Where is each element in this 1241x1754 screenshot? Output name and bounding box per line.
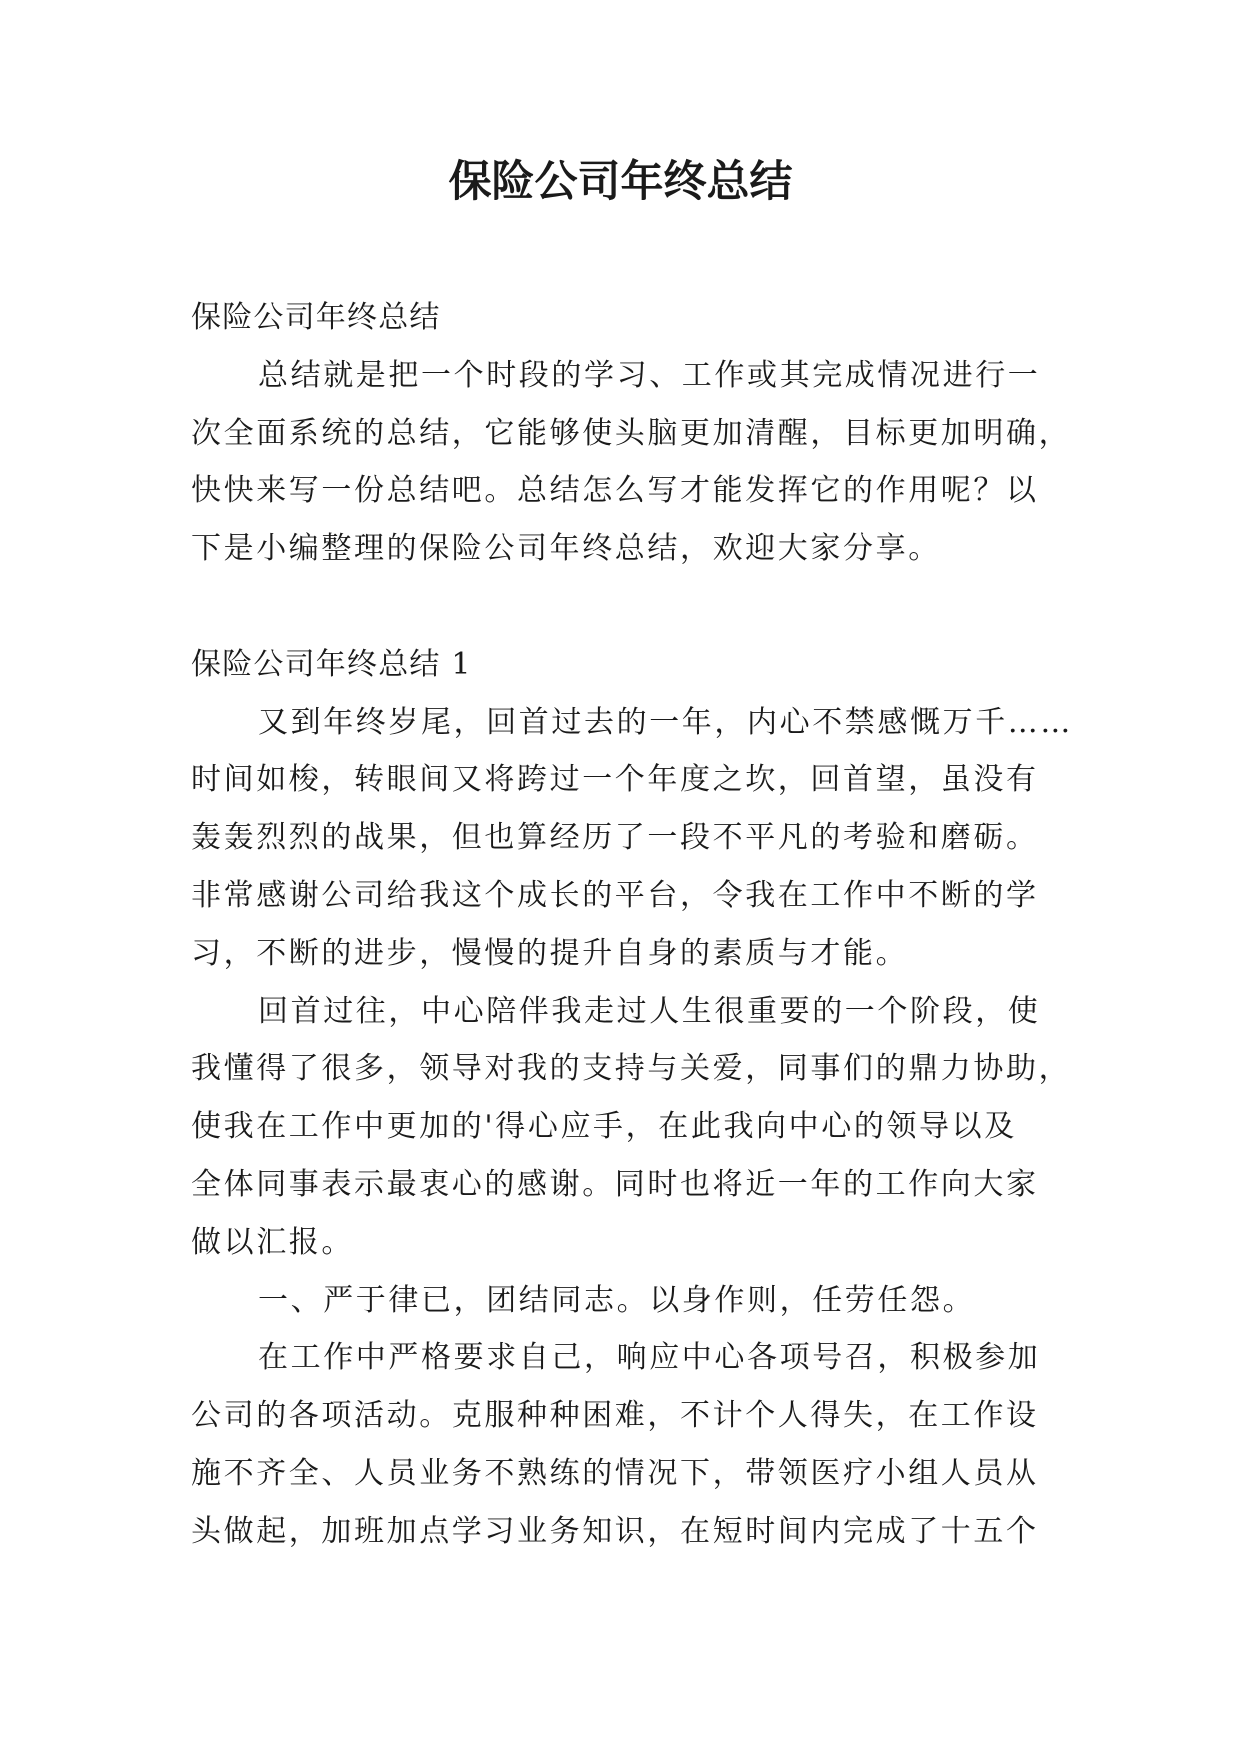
- section-heading: 保险公司年终总结 1: [191, 646, 472, 682]
- subsection-heading: 一、严于律已，团结同志。以身作则，任劳任怨。: [258, 1282, 976, 1318]
- paragraph-line: 我懂得了很多，领导对我的支持与关爱，同事们的鼎力协助，: [191, 1051, 1072, 1087]
- paragraph-line: 使我在工作中更加的'得心应手，在此我向中心的领导以及: [191, 1109, 1017, 1145]
- paragraph-line: 总结就是把一个时段的学习、工作或其完成情况进行一: [258, 357, 1041, 393]
- paragraph-line: 施不齐全、人员业务不熟练的情况下，带领医疗小组人员从: [191, 1455, 1039, 1491]
- intro-heading: 保险公司年终总结: [191, 300, 441, 335]
- paragraph-line: 全体同事表示最衷心的感谢。同时也将近一年的工作向大家: [191, 1166, 1039, 1202]
- paragraph-line: 快快来写一份总结吧。总结怎么写才能发挥它的作用呢？以: [191, 473, 1039, 509]
- paragraph-line: 又到年终岁尾，回首过去的一年，内心不禁感慨万千……: [258, 704, 1073, 740]
- paragraph-line: 习，不断的进步，慢慢的提升自身的素质与才能。: [191, 935, 909, 971]
- paragraph-line: 做以汇报。: [191, 1224, 354, 1260]
- paragraph-line: 时间如梭，转眼间又将跨过一个年度之坎，回首望，虽没有: [191, 762, 1039, 798]
- page-title: 保险公司年终总结: [448, 157, 793, 207]
- paragraph-line: 在工作中严格要求自己，响应中心各项号召，积极参加: [258, 1340, 1041, 1376]
- paragraph-line: 头做起，加班加点学习业务知识，在短时间内完成了十五个: [191, 1513, 1039, 1549]
- paragraph-line: 下是小编整理的保险公司年终总结，欢迎大家分享。: [191, 531, 941, 567]
- document-body: [191, 289, 1073, 1561]
- paragraph-line: 公司的各项活动。克服种种困难，不计个人得失，在工作设: [191, 1398, 1039, 1434]
- paragraph-line: 回首过往，中心陪伴我走过人生很重要的一个阶段，使: [258, 993, 1041, 1029]
- paragraph-line: 非常感谢公司给我这个成长的平台，令我在工作中不断的学: [191, 877, 1039, 913]
- paragraph-line: 轰轰烈烈的战果，但也算经历了一段不平凡的考验和磨砺。: [191, 820, 1039, 856]
- paragraph-spacer: [191, 578, 1061, 636]
- paragraph-line: 次全面系统的总结，它能够使头脑更加清醒，目标更加明确，: [191, 415, 1072, 451]
